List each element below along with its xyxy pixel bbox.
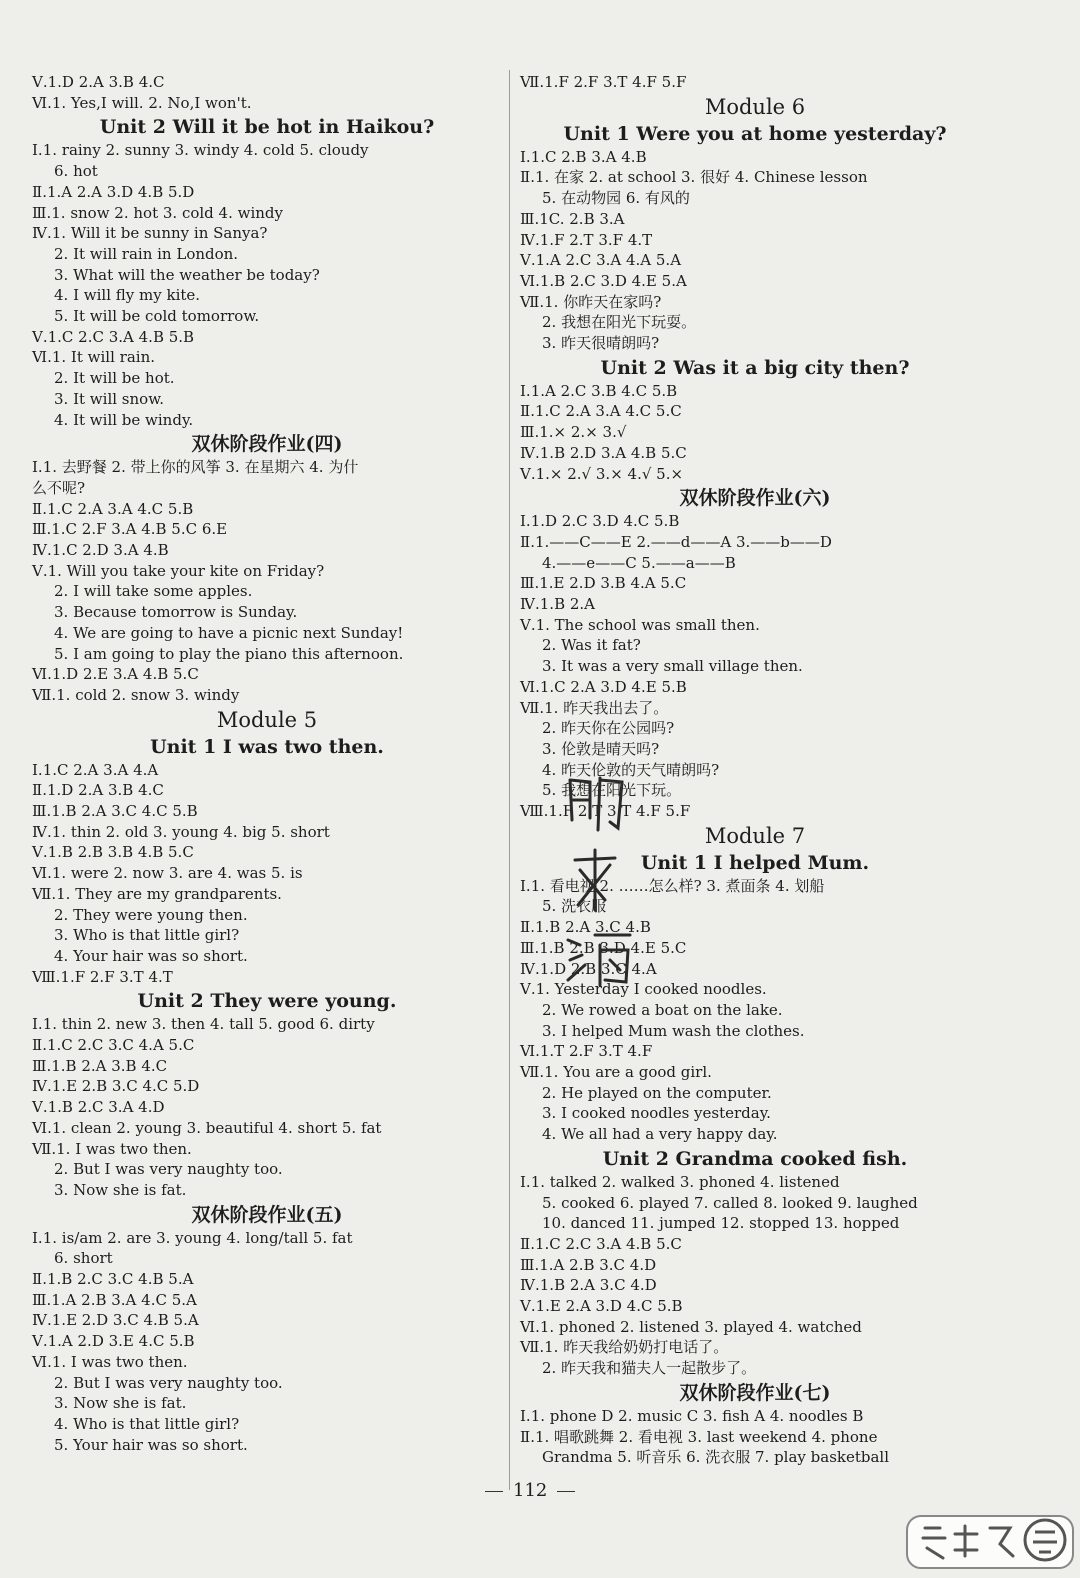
answer-line: Ⅴ.1.A 2.C 3.A 4.A 5.A [520,251,682,270]
answer-line: Ⅶ.1. 昨天我出去了。 [520,698,669,717]
answer-line: 4. Who is that little girl? [54,1414,240,1433]
answer-line: Ⅲ.1.C 2.F 3.A 4.B 5.C 6.E [32,520,228,539]
section-heading: Unit 1 Were you at home yesterday? [563,122,947,145]
answer-line: Ⅵ.1.B 2.C 3.D 4.E 5.A [520,271,687,290]
answer-line: 10. danced 11. jumped 12. stopped 13. hopped [542,1214,900,1233]
answer-line: Ⅲ.1.B 2.B 3.D 4.E 5.C [520,938,687,957]
answer-line: 2. It will be hot. [54,369,175,388]
answer-line: 2. 我想在阳光下玩耍。 [542,313,697,332]
answer-line: Ⅴ.1.C 2.C 3.A 4.B 5.B [32,327,195,346]
answer-line: 3. 伦敦是晴天吗? [542,739,660,758]
answer-line: Ⅴ.1.B 2.B 3.B 4.B 5.C [32,843,194,862]
answer-line: Ⅳ.1.E 2.B 3.C 4.C 5.D [32,1077,200,1096]
answer-line: Ⅱ.1.C 2.A 3.A 4.C 5.C [520,402,682,421]
answer-line: 3. It will snow. [54,389,165,408]
answer-line: Ⅵ.1. I was two then. [32,1352,188,1371]
answer-line: 2. It will rain in London. [54,244,239,263]
answer-line: Ⅳ.1. Will it be sunny in Sanya? [32,224,268,243]
answer-line: Ⅷ.1.F 2.T 3.T 4.F 5.F [520,802,691,820]
answer-line: 4. Your hair was so short. [54,946,248,965]
answer-line: Ⅰ.1. phone D 2. music C 3. fish A 4. noodles B [520,1406,864,1425]
answer-line: 5. It will be cold tomorrow. [54,307,260,325]
section-heading: Unit 2 Was it a big city then? [600,356,910,379]
answer-line: Ⅰ.1. is/am 2. are 3. young 4. long/tall 5. fat [32,1228,353,1247]
answer-line: Ⅶ.1. 昨天我给奶奶打电话了。 [520,1338,729,1357]
answer-line: Ⅲ.1.× 2.× 3.√ [520,423,627,442]
section-heading: Unit 2 They were young. [137,990,397,1013]
column-divider [509,70,510,1490]
answer-line: 5. cooked 6. played 7. called 8. looked 9. laughed [542,1193,918,1212]
answer-line: Ⅱ.1.C 2.C 3.A 4.B 5.C [520,1234,682,1253]
answer-line: Ⅰ.1.A 2.C 3.B 4.C 5.B [520,381,678,400]
answer-line: 4. I will fly my kite. [54,286,201,305]
answer-line: Ⅶ.1. 你昨天在家吗? [520,292,662,311]
answer-line: Ⅳ.1.B 2.A 3.C 4.D [520,1276,657,1295]
answer-line: Ⅱ.1.B 2.C 3.C 4.B 5.A [32,1270,194,1288]
answer-line: Ⅱ.1.A 2.A 3.D 4.B 5.D [32,182,195,201]
answer-line: Grandma 5. 听音乐 6. 洗衣服 7. play basketball [542,1448,890,1467]
module-title: Module 5 [216,707,318,732]
answer-line: Ⅱ.1.B 2.A 3.C 4.B [520,918,651,937]
answer-line: Ⅵ.1. were 2. now 3. are 4. was 5. is [32,864,303,883]
section-heading: 双休阶段作业(五) [191,1203,343,1226]
answer-line: Ⅵ.1.D 2.E 3.A 4.B 5.C [32,665,199,684]
answer-line: Ⅵ.1. Yes,I will. 2. No,I won't. [32,93,252,112]
answer-line: Ⅰ.1. 去野餐 2. 带上你的风筝 3. 在星期六 4. 为什 [32,458,359,477]
answer-line: 5. I am going to play the piano this afternoon. [54,644,404,663]
answer-line: Ⅴ.1. The school was small then. [520,615,760,634]
answer-line: 5. 我想在阳光下玩。 [542,781,682,800]
answer-line: Ⅳ.1.C 2.D 3.A 4.B [32,541,169,559]
answer-line: 2. Was it fat? [542,636,641,655]
answer-line: Ⅲ.1.E 2.D 3.B 4.A 5.C [520,574,687,593]
answer-line: Ⅱ.1. 唱歌跳舞 2. 看电视 3. last weekend 4. phone [520,1427,878,1446]
answer-line: 3. Because tomorrow is Sunday. [54,603,298,622]
answer-line: 2. But I was very naughty too. [54,1160,283,1179]
answer-line: Ⅰ.1. 看电视 2. ……怎么样? 3. 煮面条 4. 划船 [520,876,825,895]
answer-line: 5. 在动物园 6. 有风的 [542,189,690,208]
watermark-logo [905,1510,1075,1574]
answer-line: 5. 洗衣服 [542,897,607,916]
answer-line: Ⅱ.1.——C——E 2.——d——A 3.——b——D [520,532,832,551]
answer-line: Ⅳ.1.B 2.A [520,595,595,613]
answer-line: 3. I helped Mum wash the clothes. [542,1021,805,1040]
answer-line: Ⅰ.1. rainy 2. sunny 3. windy 4. cold 5. cloudy [32,141,369,160]
answer-line: Ⅶ.1. I was two then. [32,1139,192,1158]
answer-line: Ⅲ.1. snow 2. hot 3. cold 4. windy [32,203,284,222]
answer-line: 3. Now she is fat. [54,1180,187,1199]
answer-line: Ⅴ.1.B 2.C 3.A 4.D [32,1098,165,1117]
answer-line: Ⅲ.1.A 2.B 3.A 4.C 5.A [32,1290,197,1309]
answer-line: 4.——e——C 5.——a——B [542,553,736,572]
section-heading: Unit 1 I was two then. [150,735,384,758]
answer-line: Ⅳ.1.D 2.B 3.C 4.A [520,959,657,978]
module-title: Module 7 [704,823,806,848]
answer-line: 3. Now she is fat. [54,1394,187,1413]
answer-line: Ⅴ.1.E 2.A 3.D 4.C 5.B [520,1297,683,1315]
section-heading: 双休阶段作业(六) [679,487,831,510]
answer-line: Ⅲ.1.B 2.A 3.C 4.C 5.B [32,802,198,820]
answer-line: 2. I will take some apples. [54,582,253,601]
answer-line: 3. 昨天很晴朗吗? [542,334,660,352]
answer-line: Ⅵ.1. clean 2. young 3. beautiful 4. short 5. fat [32,1118,382,1137]
answer-line: Ⅴ.1. Yesterday I cooked noodles. [520,980,767,999]
answer-line: Ⅵ.1. It will rain. [32,348,155,367]
answer-line: Ⅱ.1. 在家 2. at school 3. 很好 4. Chinese lesson [520,168,868,187]
answer-line: 2. They were young then. [54,905,248,924]
section-heading: Unit 2 Will it be hot in Haikou? [99,116,435,139]
answer-line: 4. It will be windy. [54,410,194,429]
answer-line: 2. 昨天你在公园吗? [542,719,675,738]
module-title: Module 6 [704,94,806,119]
handwriting-annotation [560,770,640,990]
answer-line: 4. 昨天伦敦的天气晴朗吗? [542,760,720,779]
answer-line: Ⅵ.1. phoned 2. listened 3. played 4. watched [520,1317,862,1336]
section-heading: 双休阶段作业(七) [679,1381,831,1404]
section-heading: Unit 1 I helped Mum. [640,851,870,874]
answer-line: Ⅱ.1.D 2.A 3.B 4.C [32,781,164,800]
answer-line: Ⅳ.1.E 2.D 3.C 4.B 5.A [32,1311,199,1330]
answer-line: 2. But I was very naughty too. [54,1373,283,1392]
page-number: 112 [475,1480,585,1501]
answer-line: 3. Who is that little girl? [54,926,240,945]
answer-line: Ⅲ.1C. 2.B 3.A [520,209,625,228]
answer-line: Ⅶ.1. They are my grandparents. [32,884,282,903]
answer-line: 么不呢? [32,478,86,497]
answer-line: Ⅷ.1.F 2.F 3.T 4.T [32,967,173,986]
answer-line: 2. 昨天我和猫夫人一起散步了。 [542,1359,757,1378]
answer-line: 6. short [54,1249,113,1268]
answer-line: Ⅱ.1.C 2.C 3.C 4.A 5.C [32,1036,195,1054]
answer-line: Ⅰ.1. thin 2. new 3. then 4. tall 5. good 6. dirty [32,1015,375,1034]
answer-line: Ⅳ.1.F 2.T 3.F 4.T [520,230,653,249]
answer-line: Ⅰ.1. talked 2. walked 3. phoned 4. listened [520,1172,840,1191]
answer-line: 3. It was a very small village then. [542,657,803,676]
section-heading: 双休阶段作业(四) [191,433,343,456]
section-heading: Unit 2 Grandma cooked fish. [602,1147,908,1170]
answer-line: 4. We all had a very happy day. [542,1125,778,1144]
answer-line: Ⅳ.1.B 2.D 3.A 4.B 5.C [520,443,687,462]
answer-line: Ⅴ.1. Will you take your kite on Friday? [32,561,325,580]
answer-line: 4. We are going to have a picnic next Sunday! [54,623,404,642]
answer-line: Ⅶ.1. You are a good girl. [520,1063,712,1081]
answer-line: Ⅱ.1.C 2.A 3.A 4.C 5.B [32,499,194,518]
answer-line: Ⅰ.1.C 2.A 3.A 4.A [32,760,159,779]
answer-line: 3. I cooked noodles yesterday. [542,1104,771,1123]
answer-line: Ⅰ.1.D 2.C 3.D 4.C 5.B [520,512,680,531]
answer-line: Ⅲ.1.B 2.A 3.B 4.C [32,1056,168,1075]
answer-line: Ⅴ.1.D 2.A 3.B 4.C [32,73,165,91]
answer-line: 5. Your hair was so short. [54,1435,248,1454]
answer-line: Ⅵ.1.T 2.F 3.T 4.F [520,1042,653,1061]
answer-line: Ⅲ.1.A 2.B 3.C 4.D [520,1255,657,1274]
answer-line: 2. We rowed a boat on the lake. [542,1000,783,1019]
answer-line: 6. hot [54,162,98,181]
answer-line: 3. What will the weather be today? [54,265,320,284]
answer-line: Ⅰ.1.C 2.B 3.A 4.B [520,147,647,166]
answer-line: Ⅳ.1. thin 2. old 3. young 4. big 5. short [32,822,330,841]
answer-line: 2. He played on the computer. [542,1083,772,1102]
answer-line: Ⅴ.1.× 2.√ 3.× 4.√ 5.× [520,464,684,483]
answer-line: Ⅶ.1. cold 2. snow 3. windy [32,685,240,704]
answer-line: Ⅶ.1.F 2.F 3.T 4.F 5.F [520,73,687,91]
answer-line: Ⅴ.1.A 2.D 3.E 4.C 5.B [32,1332,195,1351]
answer-line: Ⅵ.1.C 2.A 3.D 4.E 5.B [520,677,687,696]
